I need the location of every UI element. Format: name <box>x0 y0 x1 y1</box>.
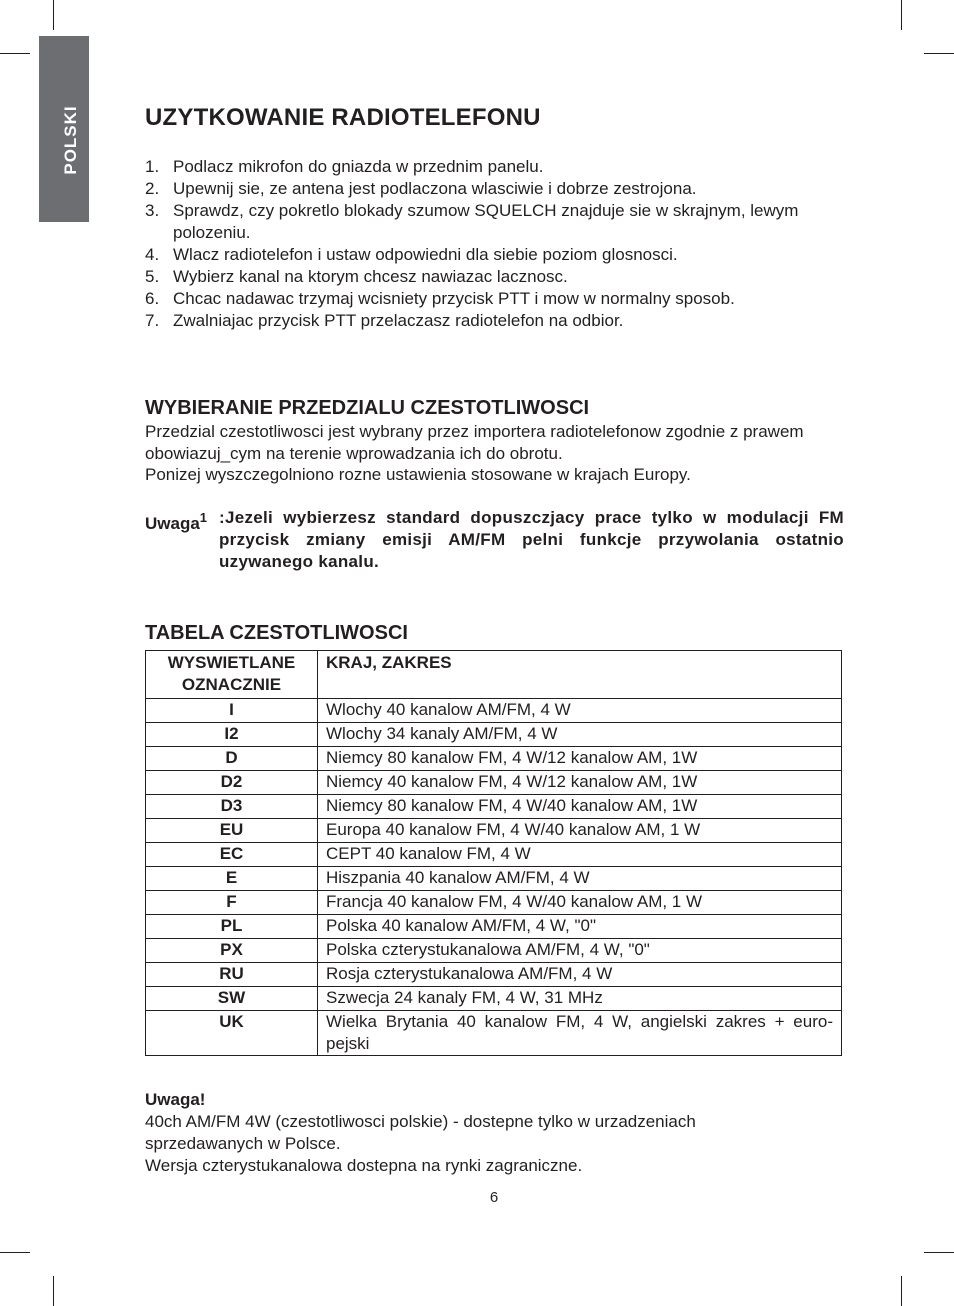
list-item <box>145 310 845 332</box>
table-row <box>146 699 842 723</box>
table-cell-description: Wlochy 34 kanaly AM/FM, 4 W <box>318 723 842 747</box>
table-row <box>146 915 842 939</box>
bottom-note-title: Uwaga! <box>145 1090 206 1109</box>
table-cell-description: Niemcy 80 kanalow FM, 4 W/12 kanalow AM, 1W <box>318 747 842 771</box>
list-item-text: Upewnij sie, ze antena jest podlaczona wlasciwie i dobrze zestrojona. <box>173 179 697 198</box>
table-cell-description: Hiszpania 40 kanalow AM/FM, 4 W <box>318 867 842 891</box>
note-text: :Jezeli wybierzesz standard dopuszczjacy prace tylko w modulacji FM przycisk zmiany emisji AM/FM pelni funkcje przywolania ostatnio uzywanego kanalu. <box>219 508 844 571</box>
table-cell-code: D2 <box>146 771 318 795</box>
list-item-number: 7. <box>145 311 160 330</box>
table-cell-code: D <box>146 747 318 771</box>
list-item <box>145 288 845 310</box>
section-title-frequency-range: WYBIERANIE PRZEDZIALU CZESTOTLIWOSCI <box>145 397 590 419</box>
crop-mark <box>0 53 30 54</box>
table-cell-description: Europa 40 kanalow FM, 4 W/40 kanalow AM, 1 W <box>318 819 842 843</box>
list-item <box>145 156 845 178</box>
list-item-number: 4. <box>145 245 160 264</box>
table-cell-code: UK <box>146 1011 318 1056</box>
table-cell-code: PL <box>146 915 318 939</box>
table-cell-description: Niemcy 40 kanalow FM, 4 W/12 kanalow AM, 1W <box>318 771 842 795</box>
crop-mark <box>901 1276 902 1306</box>
list-item-number: 2. <box>145 179 160 198</box>
table-cell-description: Wielka Brytania 40 kanalow FM, 4 W, angielski zakres + euro-pejski <box>318 1011 842 1056</box>
range-paragraph: Przedzial czestotliwosci jest wybrany przez importera radiotelefonow zgodnie z prawem obowiazuj_cym na terenie wprowadzania ich do obrotu. <box>145 422 804 463</box>
table-row <box>146 819 842 843</box>
table-row <box>146 843 842 867</box>
frequency-table <box>145 650 842 1056</box>
table-cell-description: Polska 40 kanalow AM/FM, 4 W, "0" <box>318 915 842 939</box>
table-cell-code: SW <box>146 987 318 1011</box>
table-cell-code: E <box>146 867 318 891</box>
section-title-frequency-table: TABELA CZESTOTLIWOSCI <box>145 622 408 644</box>
list-item <box>145 200 845 244</box>
crop-mark <box>924 53 954 54</box>
table-cell-description: Polska czterystukanalowa AM/FM, 4 W, "0" <box>318 939 842 963</box>
crop-mark <box>901 0 902 30</box>
table-row <box>146 891 842 915</box>
table-cell-code: I2 <box>146 723 318 747</box>
list-item-number: 5. <box>145 267 160 286</box>
note-standard <box>145 507 844 573</box>
table-cell-code: F <box>146 891 318 915</box>
crop-mark <box>53 0 54 30</box>
list-item-text: Podlacz mikrofon do gniazda w przednim panelu. <box>173 157 544 176</box>
list-item-text: Chcac nadawac trzymaj wcisniety przycisk PTT i mow w normalny sposob. <box>173 289 735 308</box>
bottom-note-line-2: Wersja czterystukanalowa dostepna na rynki zagraniczne. <box>145 1156 583 1175</box>
table-row <box>146 963 842 987</box>
table-cell-code: I <box>146 699 318 723</box>
crop-mark <box>53 1276 54 1306</box>
table-cell-code: RU <box>146 963 318 987</box>
language-tab-label: POLSKI <box>61 105 80 175</box>
table-cell-code: D3 <box>146 795 318 819</box>
table-row <box>146 723 842 747</box>
section-title-usage: UZYTKOWANIE RADIOTELEFONU <box>145 104 541 131</box>
note-superscript: 1 <box>199 510 208 525</box>
list-item-text: Wlacz radiotelefon i ustaw odpowiedni dla siebie poziom glosnosci. <box>173 245 678 264</box>
table-cell-description: Wlochy 40 kanalow AM/FM, 4 W <box>318 699 842 723</box>
list-item-number: 6. <box>145 289 160 308</box>
table-cell-description: Francja 40 kanalow FM, 4 W/40 kanalow AM, 1 W <box>318 891 842 915</box>
table-cell-description: Rosja czterystukanalowa AM/FM, 4 W <box>318 963 842 987</box>
list-item <box>145 178 845 200</box>
list-item <box>145 266 845 288</box>
list-item-number: 1. <box>145 157 160 176</box>
note-label: Uwaga$^1$ <box>145 510 208 533</box>
list-item <box>145 244 845 266</box>
page-number: 6 <box>489 1189 499 1206</box>
table-cell-description: Niemcy 80 kanalow FM, 4 W/40 kanalow AM, 1W <box>318 795 842 819</box>
table-row <box>146 987 842 1011</box>
table-header-row <box>146 651 842 699</box>
table-cell-code: EU <box>146 819 318 843</box>
column-header-country: KRAJ, ZAKRES <box>318 651 842 699</box>
list-item-text: Zwalniajac przycisk PTT przelaczasz radiotelefon na odbior. <box>173 311 624 330</box>
table-row <box>146 939 842 963</box>
list-item-text: Wybierz kanal na ktorym chcesz nawiazac lacznosc. <box>173 267 568 286</box>
table-cell-description: Szwecja 24 kanaly FM, 4 W, 31 MHz <box>318 987 842 1011</box>
column-header-code: WYSWIETLANE OZNACZNIE <box>146 651 318 699</box>
table-cell-code: PX <box>146 939 318 963</box>
table-cell-code: EC <box>146 843 318 867</box>
table-cell-description: CEPT 40 kanalow FM, 4 W <box>318 843 842 867</box>
table-row <box>146 1011 842 1056</box>
list-item-text: Sprawdz, czy pokretlo blokady szumow SQUELCH znajduje sie w skrajnym, lewym polozeniu. <box>173 201 799 242</box>
range-paragraph-2: Ponizej wyszczegolniono rozne ustawienia stosowane w krajach Europy. <box>145 465 691 484</box>
usage-steps-list <box>145 156 845 332</box>
list-item-number: 3. <box>145 201 160 220</box>
table-row <box>146 771 842 795</box>
table-row <box>146 747 842 771</box>
table-row <box>146 867 842 891</box>
table-row <box>146 795 842 819</box>
bottom-note-line: 40ch AM/FM 4W (czestotliwosci polskie) - dostepne tylko w urzadzeniach sprzedawanych w Polsce. <box>145 1112 696 1153</box>
crop-mark <box>0 1252 30 1253</box>
crop-mark <box>924 1252 954 1253</box>
